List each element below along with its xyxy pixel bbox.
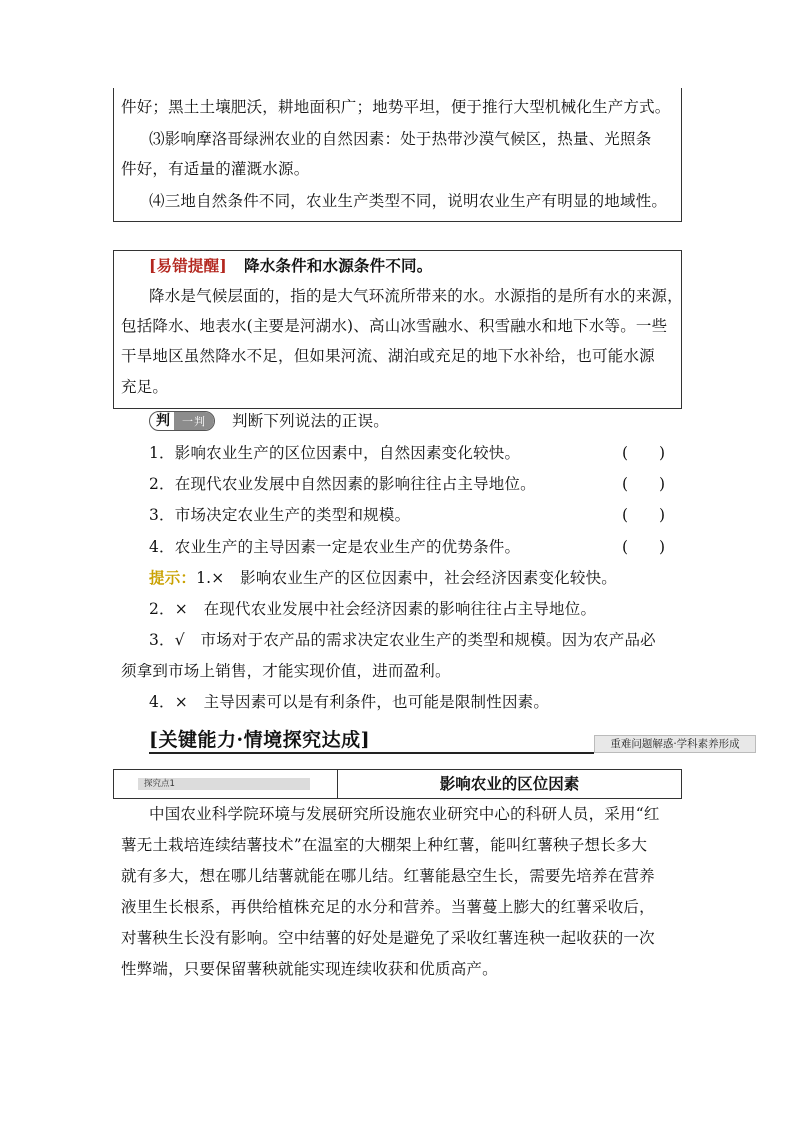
judge-badge-text: 一判 [174,412,214,430]
body-line-1: 中国农业科学院环境与发展研究所设施农业研究中心的科研人员，采用“红 [149,805,660,823]
answer-3-cont: 须拿到市场上销售，才能实现价值，进而盈利。 [121,662,451,680]
judge-item-3: 3．市场决定农业生产的类型和规模。 [149,506,411,524]
judge-item-1: 1．影响农业生产的区位因素中，自然因素变化较快。 [149,444,521,462]
tip-label: [易错提醒] [149,256,227,275]
judge-item-2: 2．在现代农业发展中自然因素的影响往往占主导地位。 [149,475,536,493]
judge-item-4: 4．农业生产的主导因素一定是农业生产的优势条件。 [149,538,521,556]
judge-instruction: 判断下列说法的正误。 [232,412,390,430]
body-line-5: 对薯秧生长没有影响。空中结薯的好处是避免了采收红薯连秧一起收获的一次 [121,929,655,947]
hint-label: 提示： [149,568,197,587]
tip-heading-row [149,256,432,276]
section-title: [关键能力·情境探究达成] [149,729,371,751]
judge-badge-char: 判 [156,413,170,429]
tip-line-4: 充足。 [121,378,169,396]
top-box-line-3: 件好，有适量的灌溉水源。 [121,160,310,178]
inquiry-title: 影响农业的区位因素 [338,769,682,799]
tip-line-2: 包括降水、地表水(主要是河湖水)、高山冰雪融水、积雪融水和地下水等。一些 [121,317,668,335]
body-line-6: 性弊端，只要保留薯秧就能实现连续收获和优质高产。 [121,960,498,978]
answer-1-text: 1.× 影响农业生产的区位因素中，社会经济因素变化较快。 [196,569,617,587]
answer-4: 4．× 主导因素可以是有利条件，也可能是限制性因素。 [149,693,550,711]
section-tag: 重难问题解惑·学科素养形成 [594,735,756,753]
answer-1 [149,568,617,588]
body-line-4: 液里生长根系，再供给植株充足的水分和营养。当薯蔓上膨大的红薯采收后， [121,898,655,916]
judge-badge [149,411,215,431]
inquiry-point-chip: 探究点1 [138,778,310,790]
tip-heading: 降水条件和水源条件不同。 [244,256,433,275]
tip-line-1: 降水是气候层面的，指的是大气环流所带来的水。水源指的是所有水的来源， [149,287,683,305]
judge-paren-4[interactable]: ( ) [622,538,666,556]
top-box-line-2: ⑶影响摩洛哥绿洲农业的自然因素：处于热带沙漠气候区，热量、光照条 [149,130,652,148]
top-box-line-1: 件好；黑土土壤肥沃，耕地面积广；地势平坦，便于推行大型机械化生产方式。 [121,98,671,116]
top-box-line-4: ⑷三地自然条件不同，农业生产类型不同，说明农业生产有明显的地域性。 [149,192,668,210]
body-line-2: 薯无土栽培连续结薯技术”在温室的大棚架上种红薯，能叫红薯秧子想长多大 [121,836,648,854]
answer-3: 3．√ 市场对于农产品的需求决定农业生产的类型和规模。因为农产品必 [149,631,656,649]
judge-paren-2[interactable]: ( ) [622,475,666,493]
answer-2: 2．× 在现代农业发展中社会经济因素的影响往往占主导地位。 [149,600,597,618]
tip-line-3: 干旱地区虽然降水不足，但如果河流、湖泊或充足的地下水补给，也可能水源 [121,347,655,365]
body-line-3: 就有多大，想在哪儿结薯就能在哪儿结。红薯能悬空生长，需要先培养在营养 [121,867,655,885]
judge-paren-3[interactable]: ( ) [622,506,666,524]
inquiry-point-cell [113,769,338,799]
judge-paren-1[interactable]: ( ) [622,444,666,462]
section-divider [149,752,594,754]
